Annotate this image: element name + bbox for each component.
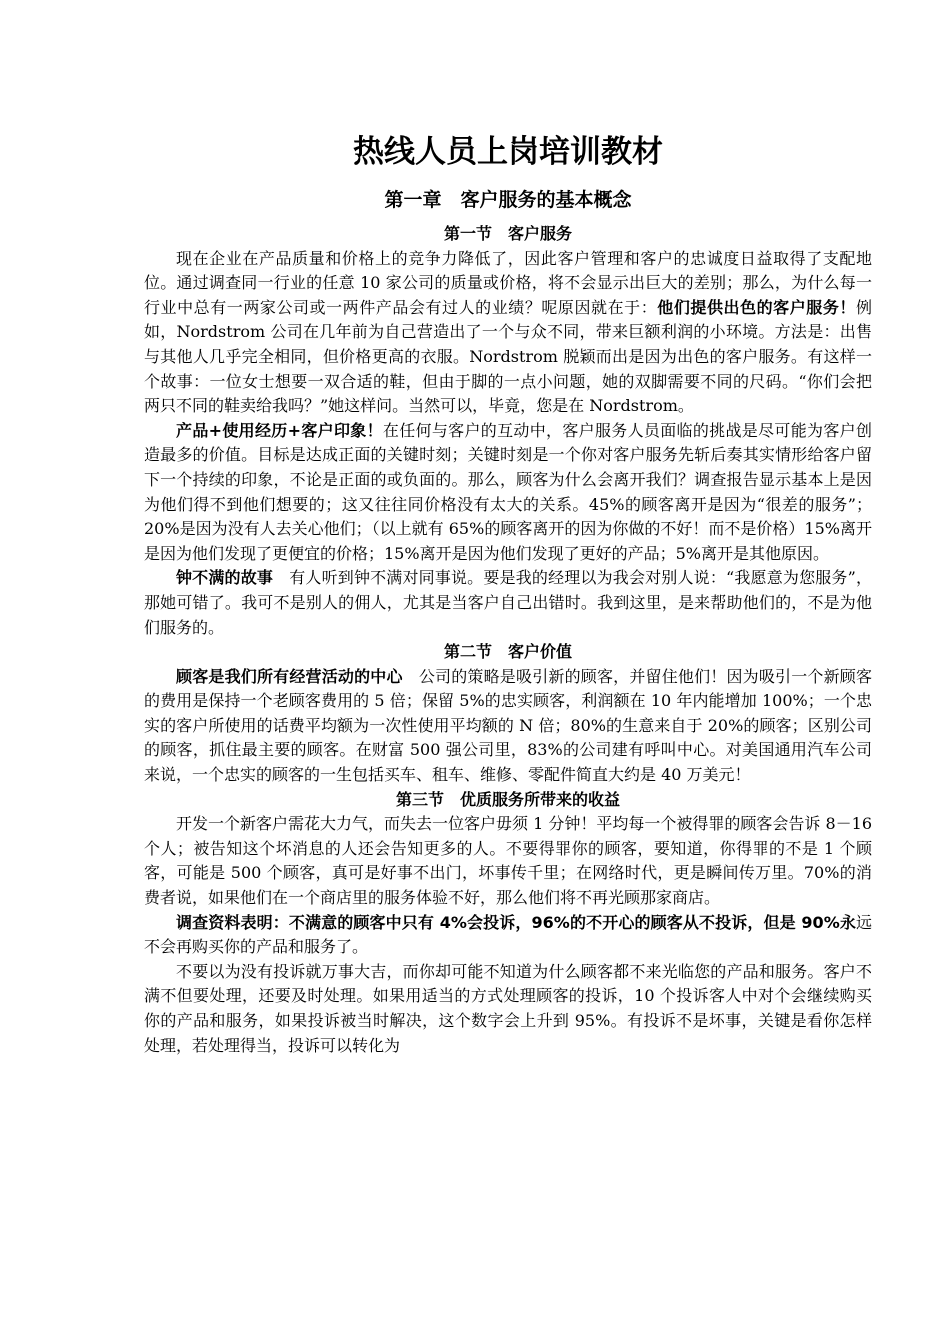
document-body bbox=[144, 130, 872, 1058]
paragraph-text: 公司的策略是吸引新的顾客，并留住他们！因为吸引一个新顾客的费用是保持一个老顾客费用的 5 倍；保留 5%的忠实顾客，利润额在 10 年内能增加 100%；一个忠实的客户所使用的话费平均额为一次性使用平均额的 N 倍；80%的生意来自于 20%的顾客；区别公司的顾客，抓住最主要的顾客。在财富 500 强公司里，83%的公司建有呼叫中心。对美国通用汽车公司来说，一个忠实的顾客的一生包括买车、租车、维修、零配件简直大约是 40 万美元！ bbox=[144, 666, 872, 785]
paragraph-lead: 顾客是我们所有经营活动的中心 bbox=[176, 666, 403, 686]
paragraph-text: 开发一个新客户需花大力气，而失去一位客户毋须 1 分钟！平均每一个被得罪的顾客会告诉 8－16 个人；被告知这个坏消息的人还会告知更多的人。不要得罪你的顾客，要知道，你得罪的不是 1 个顾客，可能是 500 个顾客，真可是好事不出门，坏事传千里；在网络时代，更是瞬间传万里。70%的消费者说，如果他们在一个商店里的服务体验不好，那么他们将不再光顾那家商店。 bbox=[144, 814, 872, 908]
paragraph-text: 远不会再购买你的产品和服务了。 bbox=[144, 912, 872, 957]
section-title: 第二节 客户价值 bbox=[443, 642, 572, 662]
paragraph bbox=[144, 812, 872, 910]
paragraph bbox=[144, 960, 872, 1058]
paragraph bbox=[144, 419, 872, 567]
section-title: 第一节 客户服务 bbox=[443, 224, 572, 243]
document-title: 热线人员上岗培训教材 bbox=[353, 134, 663, 170]
paragraph-lead: 钟不满的故事 bbox=[176, 568, 274, 588]
paragraph-text: 不要以为没有投诉就万事大吉，而你却可能不知道为什么顾客都不来光临您的产品和服务。客户不满不但要处理，还要及时处理。如果用适当的方式处理顾客的投诉，10 个投诉客人中对个会继续购买你的产品和服务，如果投诉被当时解决，这个数字会上升到 95%。有投诉不是坏事，关键是看你怎样处理，若处理得当，投诉可以转化为 bbox=[144, 961, 872, 1055]
chapter-title: 第一章 客户服务的基本概念 bbox=[384, 189, 632, 211]
paragraph-text: 现在企业在产品质量和价格上的竞争力降低了，因此客户管理和客户的忠诚度日益取得了支配地位。通过调查同一行业的任意 10 家公司的质量或价格，将不会显示出巨大的差别；那么，为什么每一行业中总有一两家公司或一两件产品会有过人的业绩？呢原因就在于： bbox=[144, 248, 872, 317]
paragraph-text: 例如，Nordstrom 公司在几年前为自己营造出了一个与众不同，带来巨额利润的小环境。方法是：出售与其他人几乎完全相同，但价格更高的衣服。Nordstrom 脱颖而出是因为出色的客户服务。有这样一个故事：一位女士想要一双合适的鞋，但由于脚的一点小问题，她的双脚需要不同的尺码。“你们会把两只不同的鞋卖给我吗？”她这样问。当然可以，毕竟，您是在 Nordstrom。 bbox=[144, 297, 872, 416]
paragraph-text: 在任何与客户的互动中，客户服务人员面临的挑战是尽可能为客户创造最多的价值。目标是达成正面的关键时刻；关键时刻是一个你对客户服务先斩后奏其实情形给客户留下一个持续的印象，不论是正面的或负面的。那么，顾客为什么会离开我们？调查报告显示基本上是因为他们得不到他们想要的；这又往往同价格没有太大的关系。45%的顾客离开是因为“很差的服务”；20%是因为没有人去关心他们；（以上就有 65%的顾客离开的因为你做的不好！而不是价格）15%离开是因为他们发现了更便宜的价格；15%离开是因为他们发现了更好的产品；5%离开是其他原因。 bbox=[144, 420, 872, 563]
paragraph-text: 有人听到钟不满对同事说。要是我的经理以为我会对别人说：“我愿意为您服务”，那她可错了。我可不是别人的佣人，尤其是当客户自己出错时。我到这里，是来帮助他们的，不是为他们服务的。 bbox=[144, 568, 872, 637]
paragraph bbox=[144, 911, 872, 960]
paragraph-lead: 产品+使用经历+客户印象！ bbox=[176, 420, 383, 440]
paragraph-lead: 他们提供出色的客户服务！ bbox=[657, 297, 856, 317]
paragraph bbox=[144, 566, 872, 640]
paragraph bbox=[144, 665, 872, 788]
paragraph bbox=[144, 247, 872, 419]
section-title: 第三节 优质服务所带来的收益 bbox=[395, 789, 620, 809]
paragraph-lead: 调查资料表明：不满意的顾客中只有 4%会投诉，96%的不开心的顾客从不投诉，但是 90%永 bbox=[176, 912, 856, 932]
